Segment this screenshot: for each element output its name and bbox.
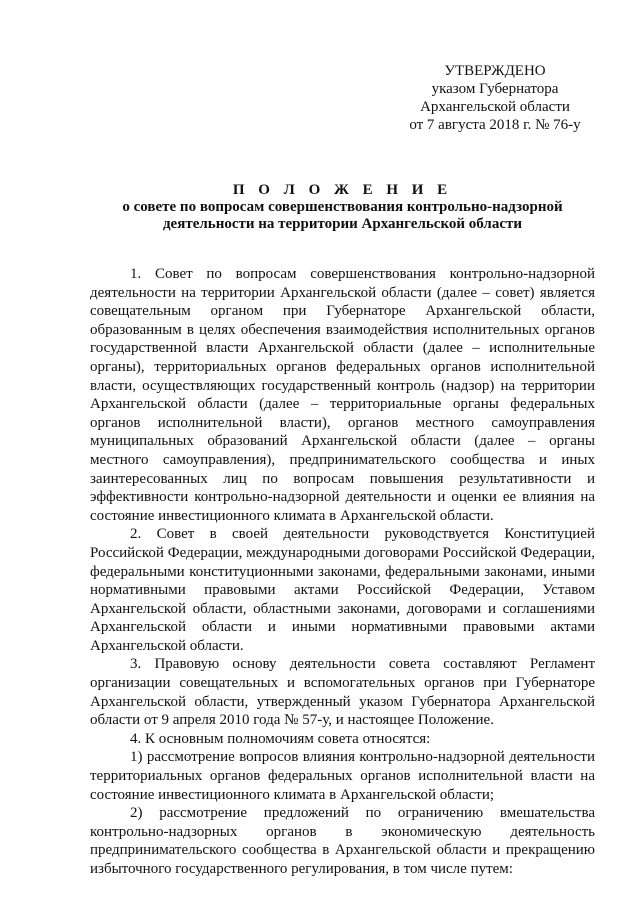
- approval-word: УТВЕРЖДЕНО: [444, 63, 546, 79]
- document-subtitle-line-1: о совете по вопросам совершенствования контрольно-надзорной: [122, 199, 563, 215]
- paragraph-2: 2. Совет в своей деятельности руководствуется Конституцией Российской Федерации, международными договорами Российской Федерации, федеральными конституционными законами, федеральными законами, иными нормативными правовыми актами Российской Федерации, Уставом Архангельской области, областными законами, договорами и соглашениями Архангельской области и иными нормативными правовыми актами Архангельской области.: [90, 526, 595, 654]
- approval-date-number: от 7 августа 2018 г. № 76-у: [409, 117, 581, 133]
- approval-authority: указом Губернатора: [431, 81, 559, 97]
- document-subtitle-line-2: деятельности на территории Архангельской области: [162, 216, 523, 232]
- paragraph-4-item-1: 1) рассмотрение вопросов влияния контрольно-надзорной деятельности территориальных органов федеральных органов исполнительной власти на состояние инвестиционного климата в Архангельской области;: [90, 749, 595, 803]
- approval-region: Архангельской области: [420, 99, 570, 115]
- approval-stamp: [395, 62, 595, 134]
- paragraph-3: 3. Правовую основу деятельности совета составляют Регламент организации совещательных и вспомогательных органов при Губернаторе Архангельской области, утвержденный указом Губернатора Архангельской области от 9 апреля 2010 года № 57-у, и настоящее Положение.: [90, 656, 595, 729]
- document-title: П О Л О Ж Е Н И Е: [232, 182, 453, 198]
- document-body: [90, 265, 595, 879]
- paragraph-1: 1. Совет по вопросам совершенствования контрольно-надзорной деятельности на территории Архангельской области (далее – совет) является совещательным органом при Губернаторе Архангельской области, образованным в целях обеспечения взаимодействия исполнительных органов государственной власти Архангельской области (далее – исполнительные органы), территориальных органов федеральных органов исполнительной власти, осуществляющих государственный контроль (надзор) на территории Архангельской области (далее – территориальные органы федеральных органов исполнительной власти), органов местного самоуправления муниципальных образований Архангельской области (далее – органы местного самоуправления), предпринимательского сообщества и иных заинтересованных лиц по вопросам повышения результативности и эффективности контрольно-надзорной деятельности и оценки ее влияния на состояние инвестиционного климата в Архангельской области.: [90, 266, 595, 524]
- paragraph-4-item-2: 2) рассмотрение предложений по ограничению вмешательства контрольно-надзорных органов в экономическую деятельность предпринимательского сообщества в Архангельской области и прекращению избыточного государственного регулирования, в том числе путем:: [90, 805, 595, 877]
- paragraph-4: 4. К основным полномочиям совета относятся:: [130, 730, 431, 747]
- document-heading: [90, 181, 595, 233]
- document-page: [90, 0, 595, 905]
